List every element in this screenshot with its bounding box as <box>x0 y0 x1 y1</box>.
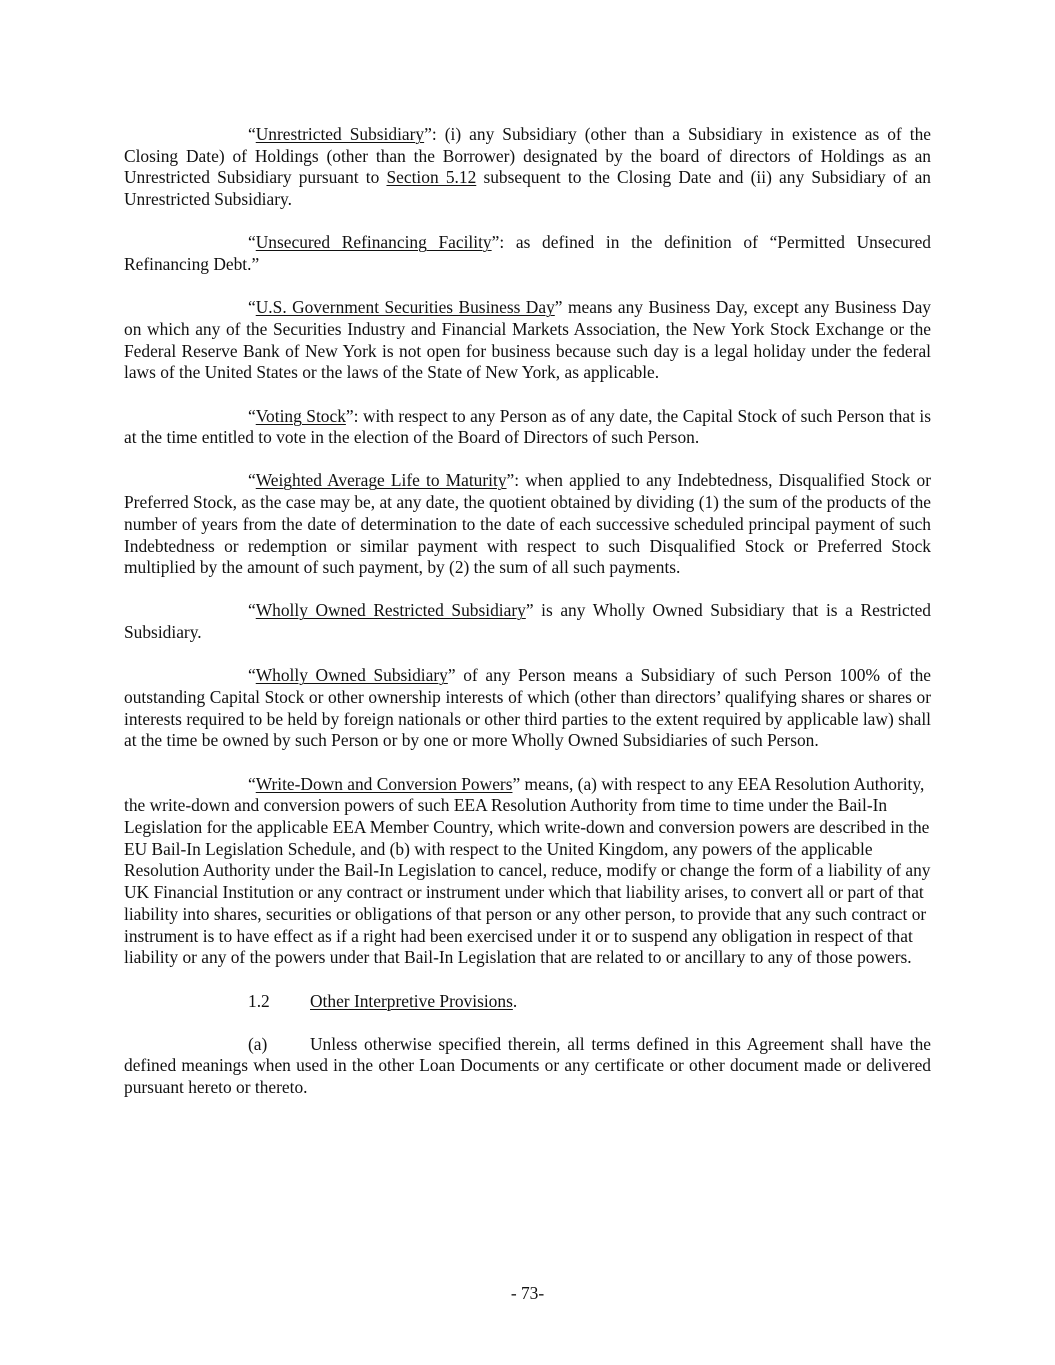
definition-body: with respect to any Person as of any date, the Capital Stock of such Person that is at the time entitled to vote in the election of the Board of Directors of such Person. <box>124 405 932 448</box>
defined-term: U.S. Government Securities Business Day <box>255 297 555 318</box>
definition-weighted-average-life-to-maturity: “Weighted Average Life to Maturity”: when applied to any Indebtedness, Disqualified Stock or Preferred Stock, as the case may be, at any date, the quotient obtained by dividing (1) the sum of the products of the number of years from the date of determination to the date of each successive scheduled principal payment of such Indebtedness or redemption or similar payment with respect to such Disqualified Stock or Preferred Stock multiplied by the amount of such payment, by (2) the sum of all such payments. <box>124 470 931 578</box>
defined-term: Weighted Average Life to Maturity <box>255 470 507 491</box>
definition-body: (i) any Subsidiary (other than a Subsidiary in existence as of the Closing Date) of Holdings (other than the Borrower) designated by the board of directors of Holdings as an Unrestricted Subsidiary pursuant to <box>124 124 932 188</box>
defined-term: Voting Stock <box>255 405 346 426</box>
defined-term: Write-Down and Conversion Powers <box>255 773 513 794</box>
subsection-body: Unless otherwise specified therein, all terms defined in this Agreement shall have the defined meanings when used in the other Loan Documents or any certificate or other document made or delivered pursuant hereto or thereto. <box>124 1033 931 1098</box>
definition-body: of any Person means a Subsidiary of such Person 100% of the outstanding Capital Stock or other ownership interests of which (other than directors’ qualifying shares or shares or interests required to be held by foreign nationals or other third parties to the extent required by applicable law) shall at the time be owned by such Person or by one or more Wholly Owned Subsidiaries of such Person. <box>124 665 931 751</box>
definition-wholly-owned-subsidiary: “Wholly Owned Subsidiary” of any Person means a Subsidiary of such Person 100% of the outstanding Capital Stock or other ownership interests of which (other than directors’ qualifying shares or shares or interests required to be held by foreign nationals or other third parties to the extent required by applicable law) shall at the time be owned by such Person or by one or more Wholly Owned Subsidiaries of such Person. <box>124 665 931 751</box>
defined-term: Unsecured Refinancing Facility <box>255 232 492 253</box>
definition-body: as defined in the definition of “Permitted Unsecured Refinancing Debt.” <box>124 232 931 275</box>
document-page <box>124 124 931 1099</box>
definition-us-government-securities-business-day: “U.S. Government Securities Business Day” means any Business Day, except any Business Day on which any of the Securities Industry and Financial Markets Association, the New York Stock Exchange or the Federal Reserve Bank of New York is not open for business because such day is a legal holiday under the federal laws of the United States or the laws of the State of New York, as applicable. <box>124 297 931 383</box>
definition-wholly-owned-restricted-subsidiary: “Wholly Owned Restricted Subsidiary” is any Wholly Owned Subsidiary that is a Restricted Subsidiary. <box>124 600 931 643</box>
defined-term: Wholly Owned Subsidiary <box>255 665 448 686</box>
subsection-label: (a) <box>248 1033 268 1054</box>
section-title: Other Interpretive Provisions <box>310 990 513 1011</box>
definition-body: when applied to any Indebtedness, Disqualified Stock or Preferred Stock, as the case may be, at any date, the quotient obtained by dividing (1) the sum of the products of the number of years from the date of determination to the date of each successive scheduled principal payment of such Indebtedness or redemption or similar payment with respect to such Disqualified Stock or Preferred Stock multiplied by the amount of such payment, by (2) the sum of all such payments. <box>124 470 931 578</box>
definition-body: means any Business Day, except any Business Day on which any of the Securities Industry and Financial Markets Association, the New York Stock Exchange or the Federal Reserve Bank of New York is not open for business because such day is a legal holiday under the federal laws of the United States or the laws of the State of New York, as applicable. <box>124 297 931 383</box>
defined-term: Wholly Owned Restricted Subsidiary <box>255 600 526 621</box>
section-number: 1.2 <box>248 990 270 1011</box>
defined-term: Unrestricted Subsidiary <box>255 124 425 144</box>
page-number: - 73- <box>510 1283 545 1303</box>
definition-write-down-and-conversion-powers: “Write-Down and Conversion Powers” means, (a) with respect to any EEA Resolution Authority, the write-down and conversion powers of such EEA Resolution Authority from time to time under the Bail-In Legislation for the applicable EEA Member Country, which write-down and conversion powers are described in the EU Bail-In Legislation Schedule, and (b) with respect to the United Kingdom, any powers of the applicable Resolution Authority under the Bail-In Legislation to cancel, reduce, modify or change the form of a liability of any UK Financial Institution or any contract or instrument under which that liability arises, to convert all or part of that liability into shares, securities or obligations of that person or any other person, to provide that any such contract or instrument is to have effect as if a right had been exercised under it or to suspend any obligation in respect of that liability or any of the powers under that Bail-In Legislation that are related to or ancillary to any of those powers. <box>124 773 931 968</box>
definition-voting-stock: “Voting Stock”: with respect to any Person as of any date, the Capital Stock of such Person that is at the time entitled to vote in the election of the Board of Directors of such Person. <box>124 405 932 448</box>
definition-body: is any Wholly Owned Subsidiary that is a Restricted Subsidiary. <box>124 600 931 643</box>
subsection-a <box>124 1034 931 1099</box>
section-heading: 1.2 Other Interpretive Provisions. <box>248 990 518 1011</box>
section-reference-link[interactable]: Section 5.12 <box>386 167 477 188</box>
definition-body: means, (a) with respect to any EEA Resolution Authority, the write-down and conversion powers of such EEA Resolution Authority from time to time under the Bail-In Legislation for the applicable EEA Member Country, which write-down and conversion powers are described in the EU Bail-In Legislation Schedule, and (b) with respect to the United Kingdom, any powers of the applicable Resolution Authority under the Bail-In Legislation to cancel, reduce, modify or change the form of a liability of any UK Financial Institution or any contract or instrument under which that liability arises, to convert all or part of that liability into shares, securities or obligations of that person or any other person, to provide that any such contract or instrument is to have effect as if a right had been exercised under it or to suspend any obligation in respect of that liability or any of the powers under that Bail-In Legislation that are related to or ancillary to any of those powers. <box>124 773 931 968</box>
definition-unrestricted-subsidiary: “Unrestricted Subsidiary”: (i) any Subsidiary (other than a Subsidiary in existence as of the Closing Date) of Holdings (other than the Borrower) designated by the board of directors of Holdings as an Unrestricted Subsidiary pursuant to Section 5.12 subsequent to the Closing Date and (ii) any Subsidiary of an Unrestricted Subsidiary. <box>124 124 932 210</box>
definition-unsecured-refinancing-facility: “Unsecured Refinancing Facility”: as defined in the definition of “Permitted Unsecured Refinancing Debt.” <box>124 232 931 275</box>
